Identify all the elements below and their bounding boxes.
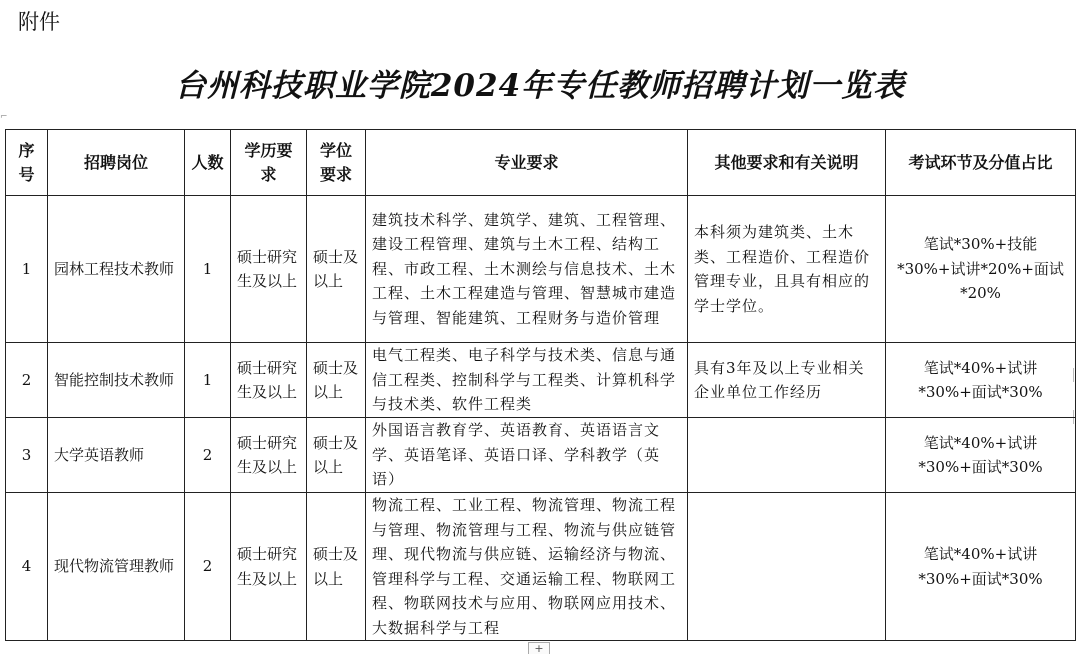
- header-exam: 考试环节及分值占比: [886, 130, 1076, 196]
- cell-degree: 硕士及以上: [307, 196, 366, 343]
- cell-position: 智能控制技术教师: [48, 343, 185, 418]
- cell-degree: 硕士及以上: [307, 493, 366, 641]
- header-major: 专业要求: [366, 130, 688, 196]
- header-education: 学历要求: [231, 130, 307, 196]
- cell-degree: 硕士及以上: [307, 343, 366, 418]
- header-other: 其他要求和有关说明: [688, 130, 886, 196]
- cell-degree: 硕士及以上: [307, 418, 366, 493]
- cell-education: 硕士研究生及以上: [231, 493, 307, 641]
- table-row: [6, 343, 1076, 418]
- table-row: [6, 196, 1076, 343]
- cell-major: 外国语言教育学、英语教育、英语语言文学、英语笔译、英语口译、学科教学（英语）: [366, 418, 688, 493]
- cell-count: 2: [185, 493, 231, 641]
- cell-count: 2: [185, 418, 231, 493]
- cell-position: 现代物流管理教师: [48, 493, 185, 641]
- cell-other: [688, 493, 886, 641]
- header-seq: 序号: [6, 130, 48, 196]
- cell-exam: 笔试*40%+试讲*30%+面试*30%: [886, 418, 1076, 493]
- document-title: 台州科技职业学院2024年专任教师招聘计划一览表: [174, 68, 906, 104]
- cell-other: 具有3年及以上专业相关企业单位工作经历: [688, 343, 886, 418]
- cell-position: 园林工程技术教师: [48, 196, 185, 343]
- cell-other: 本科须为建筑类、土木类、工程造价、工程造价管理专业，且具有相应的学士学位。: [688, 196, 886, 343]
- cell-exam: 笔试*40%+试讲*30%+面试*30%: [886, 493, 1076, 641]
- table-header-row: [6, 130, 1076, 196]
- cell-education: 硕士研究生及以上: [231, 196, 307, 343]
- cell-education: 硕士研究生及以上: [231, 343, 307, 418]
- cell-education: 硕士研究生及以上: [231, 418, 307, 493]
- header-position: 招聘岗位: [48, 130, 185, 196]
- cell-major: 物流工程、工业工程、物流管理、物流工程与管理、物流管理与工程、物流与供应链管理、现代物流与供应链、运输经济与物流、管理科学与工程、交通运输工程、物联网工程、物联网技术与应用、物联网应用技术、大数据科学与工程: [366, 493, 688, 641]
- recruitment-plan-table: [5, 129, 1076, 641]
- cell-count: 1: [185, 343, 231, 418]
- attachment-label: 附件: [18, 10, 60, 34]
- cell-exam: 笔试*40%+试讲*30%+面试*30%: [886, 343, 1076, 418]
- table-row: [6, 493, 1076, 641]
- cell-seq: 4: [6, 493, 48, 641]
- cell-count: 1: [185, 196, 231, 343]
- header-degree: 学位要求: [307, 130, 366, 196]
- add-row-button[interactable]: +: [528, 642, 550, 654]
- cell-exam: 笔试*30%+技能*30%+试讲*20%+面试*20%: [886, 196, 1076, 343]
- cell-seq: 3: [6, 418, 48, 493]
- header-count: 人数: [185, 130, 231, 196]
- cell-major: 建筑技术科学、建筑学、建筑、工程管理、建设工程管理、建筑与土木工程、结构工程、市政工程、土木测绘与信息技术、土木工程、土木工程建造与管理、智慧城市建造与管理、智能建筑、工程财务与造价管理: [366, 196, 688, 343]
- cell-seq: 2: [6, 343, 48, 418]
- cell-seq: 1: [6, 196, 48, 343]
- cell-other: [688, 418, 886, 493]
- cell-major: 电气工程类、电子科学与技术类、信息与通信工程类、控制科学与工程类、计算机科学与技术类、软件工程类: [366, 343, 688, 418]
- cell-position: 大学英语教师: [48, 418, 185, 493]
- table-move-handle-icon[interactable]: ⌐: [0, 112, 8, 122]
- table-row: [6, 418, 1076, 493]
